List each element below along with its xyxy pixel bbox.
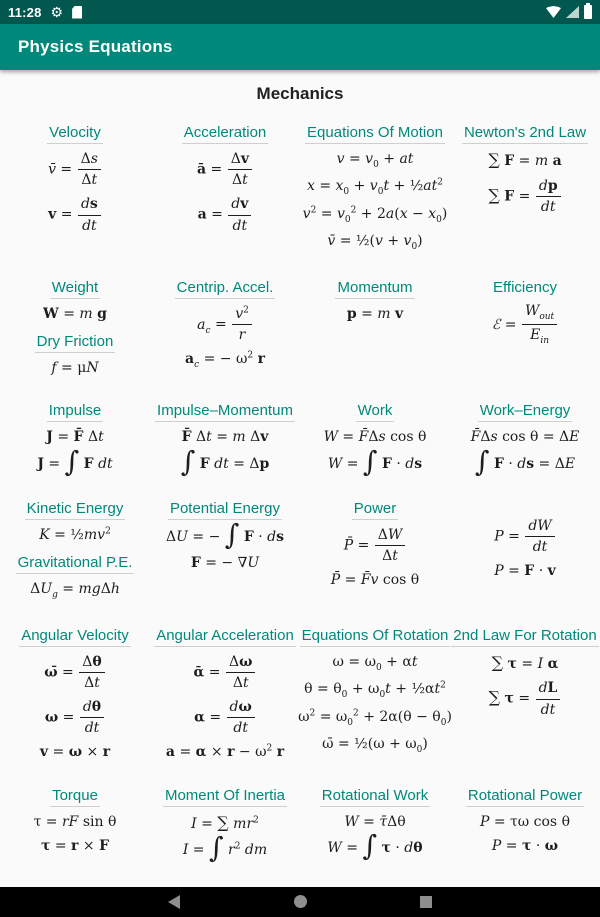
equation-line: W = τ̄Δθ [344,813,406,830]
equation-group[interactable] [450,124,600,219]
equation-group[interactable] [0,787,150,858]
equation-group-title: Gravitational P.E. [16,554,135,574]
equation-row [0,124,600,257]
equation-group-title: Newton's 2nd Law [462,124,588,144]
equation-group-title: Kinetic Energy [25,500,126,520]
equation-line: F̄Δs cos θ = ΔE [470,429,580,446]
equation-group[interactable] [300,787,450,863]
navigation-bar [0,887,600,917]
equation-group-title: Rotational Work [320,787,430,807]
equation-line: f = μN [51,360,99,377]
back-button[interactable] [154,887,194,917]
equation-line: P̄ = F̄v cos θ [330,572,420,589]
equation-line: P̄ = $\frac{\Delta W}{\Delta t}$ [344,526,407,565]
equation-group-title: Potential Energy [168,500,282,520]
equation-line: ω̄ = $\frac{\Delta\theta}{\Delta t}$ [44,653,105,692]
equation-group-title: Velocity [47,124,103,144]
equation-group[interactable] [450,500,600,584]
equation-group[interactable] [150,500,300,576]
equation-group[interactable] [450,279,600,351]
equation-group-title: Impulse [47,402,104,422]
equation-line: v = ω × r [39,744,111,761]
app-bar [0,24,600,70]
equation-group-title: Work [356,402,395,422]
equation-line: α = $\frac{d\omega}{dt}$ [194,698,256,737]
equation-line: $v = v_0$ + at [336,151,414,170]
cell-signal-icon [566,6,579,18]
equation-line: $a_c$ = − $\omega^2$ r [185,350,265,371]
sd-card-icon [72,6,82,19]
equation-line: W = F̄Δs cos θ [323,429,427,446]
equation-row [0,500,600,605]
equation-group-title: Impulse–Momentum [155,402,295,422]
equation-group-title: Work–Energy [478,402,573,422]
equation-group-title: Equations Of Motion [305,124,445,144]
equation-line: ω̄ = ½(ω + $\omega_0$) [322,736,428,755]
equation-group[interactable] [0,124,150,238]
equation-group[interactable] [300,500,450,593]
equation-group-title: Momentum [335,279,414,299]
equation-group-title: Dry Friction [35,333,116,353]
equation-line: J = F̄ Δt [46,429,104,446]
equation-group[interactable] [300,124,450,257]
equation-group[interactable] [150,627,300,765]
equation-line: $\omega^2 = \omega_0^2 + 2\alpha(\theta - \theta_0)$ [298,707,452,728]
recents-icon [420,896,432,908]
equation-line: W = ∫ F · ds [327,444,423,478]
equation-line: P = F · v [494,563,556,580]
equation-line: $\theta = \theta_0 + \omega_0t$ + $\frac{1}{2}\alpha t^2$ [304,680,446,700]
equation-line: ∑ τ = I α [491,652,559,672]
equation-row [0,627,600,765]
equation-group-title: Equations Of Rotation [300,627,451,647]
equation-line: $x = x_0 + v_0t$ + $\frac{1}{2}at^2$ [306,177,444,198]
equation-line: F = − ∇U [190,555,260,572]
equation-group[interactable] [150,787,300,865]
equation-line: ΔU = − ∫ F · ds [166,517,284,551]
equation-line: $\Delta U_g = mg\Delta h$ [30,581,120,600]
equation-group[interactable] [0,402,150,478]
equation-line: I = ∫ $r^2$ dm [182,831,268,865]
equation-line: τ = r × F [40,837,110,854]
content-scroll-area[interactable] [0,70,600,887]
equation-line: W = m g [43,305,107,322]
equation-line: $a = \alpha \times r - \omega^2$ r [165,743,285,761]
home-button[interactable] [280,887,320,917]
equation-group[interactable] [300,279,450,326]
wifi-icon [546,6,561,18]
app-title: Physics Equations [18,37,173,56]
equation-line: ᾱ = $\frac{\Delta\omega}{\Delta t}$ [194,653,257,692]
equation-line: $K = \frac{1}{2}mv^2$ [39,526,111,543]
equation-group-title: Moment Of Inertia [163,787,287,807]
equation-line: $v^2 = v_0^2 + 2a(x - x_0)$ [302,205,448,225]
equation-line: I = ∑ $mr^2$ [191,812,259,832]
equation-line: τ = rF sin θ [33,813,117,830]
equation-group-title: Acceleration [182,124,269,144]
equation-grid [0,124,600,865]
equation-line: $a_c$ = $\frac{v^2}{r}$ [197,305,253,344]
equation-group[interactable] [0,500,150,605]
equation-line: a = $\frac{dv}{dt}$ [198,195,253,234]
equation-line: ∫ F dt = Δp [180,444,270,478]
recents-button[interactable] [406,887,446,917]
equation-group[interactable] [150,402,300,478]
equation-group[interactable] [450,627,600,722]
equation-group[interactable] [0,627,150,765]
home-icon [294,895,307,908]
equation-group[interactable] [450,787,600,858]
status-bar [0,0,600,24]
equation-line: $\omega = \omega_0 + \alpha t$ [332,653,418,673]
equation-line: P = $\frac{dW}{dt}$ [494,517,555,556]
equation-line: W = ∫ τ · dθ [327,828,423,862]
equation-line: v̄ = $\frac{\Delta s}{\Delta t}$ [48,150,102,189]
equation-group-title: Rotational Power [466,787,584,807]
settings-icon: ⚙ [50,4,64,20]
equation-group[interactable] [150,279,300,375]
equation-line: p = m v [346,305,404,322]
equation-group[interactable] [150,124,300,238]
equation-group-title: Angular Velocity [19,627,131,647]
equation-group-title: Efficiency [493,278,557,296]
equation-line: ∑ τ = $\frac{dL}{dt}$ [489,679,562,718]
section-heading: Mechanics [256,84,344,103]
equation-row [0,402,600,478]
equation-line: ω = $\frac{d\theta}{dt}$ [45,698,105,737]
equation-line: P = τω cos θ [480,813,570,830]
equation-line: ā = $\frac{\Delta v}{\Delta t}$ [197,150,253,189]
back-icon [168,895,180,909]
equation-group-title: Torque [50,787,100,807]
equation-line: v = $\frac{ds}{dt}$ [48,195,102,234]
equation-group[interactable] [0,279,150,380]
equation-line: ℰ = $W_{out}$ $E_{in}$ [492,302,558,348]
equation-group-title: Angular Acceleration [154,627,296,647]
equation-group-title: Centrip. Accel. [175,279,276,299]
equation-line: v̄ = ½(v + $v_0$) [327,233,423,253]
battery-icon [584,5,592,19]
equation-group[interactable] [300,402,450,478]
equation-group-title: Power [352,500,399,520]
equation-row [0,787,600,865]
equation-line: ∑ F = m a [488,150,562,169]
equation-row [0,279,600,380]
equation-line: F̄ Δt = m Δv [181,429,269,446]
equation-line: ∑ F = $\frac{dp}{dt}$ [488,177,561,216]
equation-group[interactable] [450,402,600,478]
equation-group-title: 2nd Law For Rotation [451,627,598,647]
clock: 11:28 [8,4,42,20]
equation-group-title: Weight [50,279,100,299]
equation-group[interactable] [300,627,450,760]
equation-line: J = ∫ F dt [37,444,113,478]
equation-line: P = τ · ω [491,837,559,854]
equation-line: ∫ F · ds = ΔE [474,444,576,478]
